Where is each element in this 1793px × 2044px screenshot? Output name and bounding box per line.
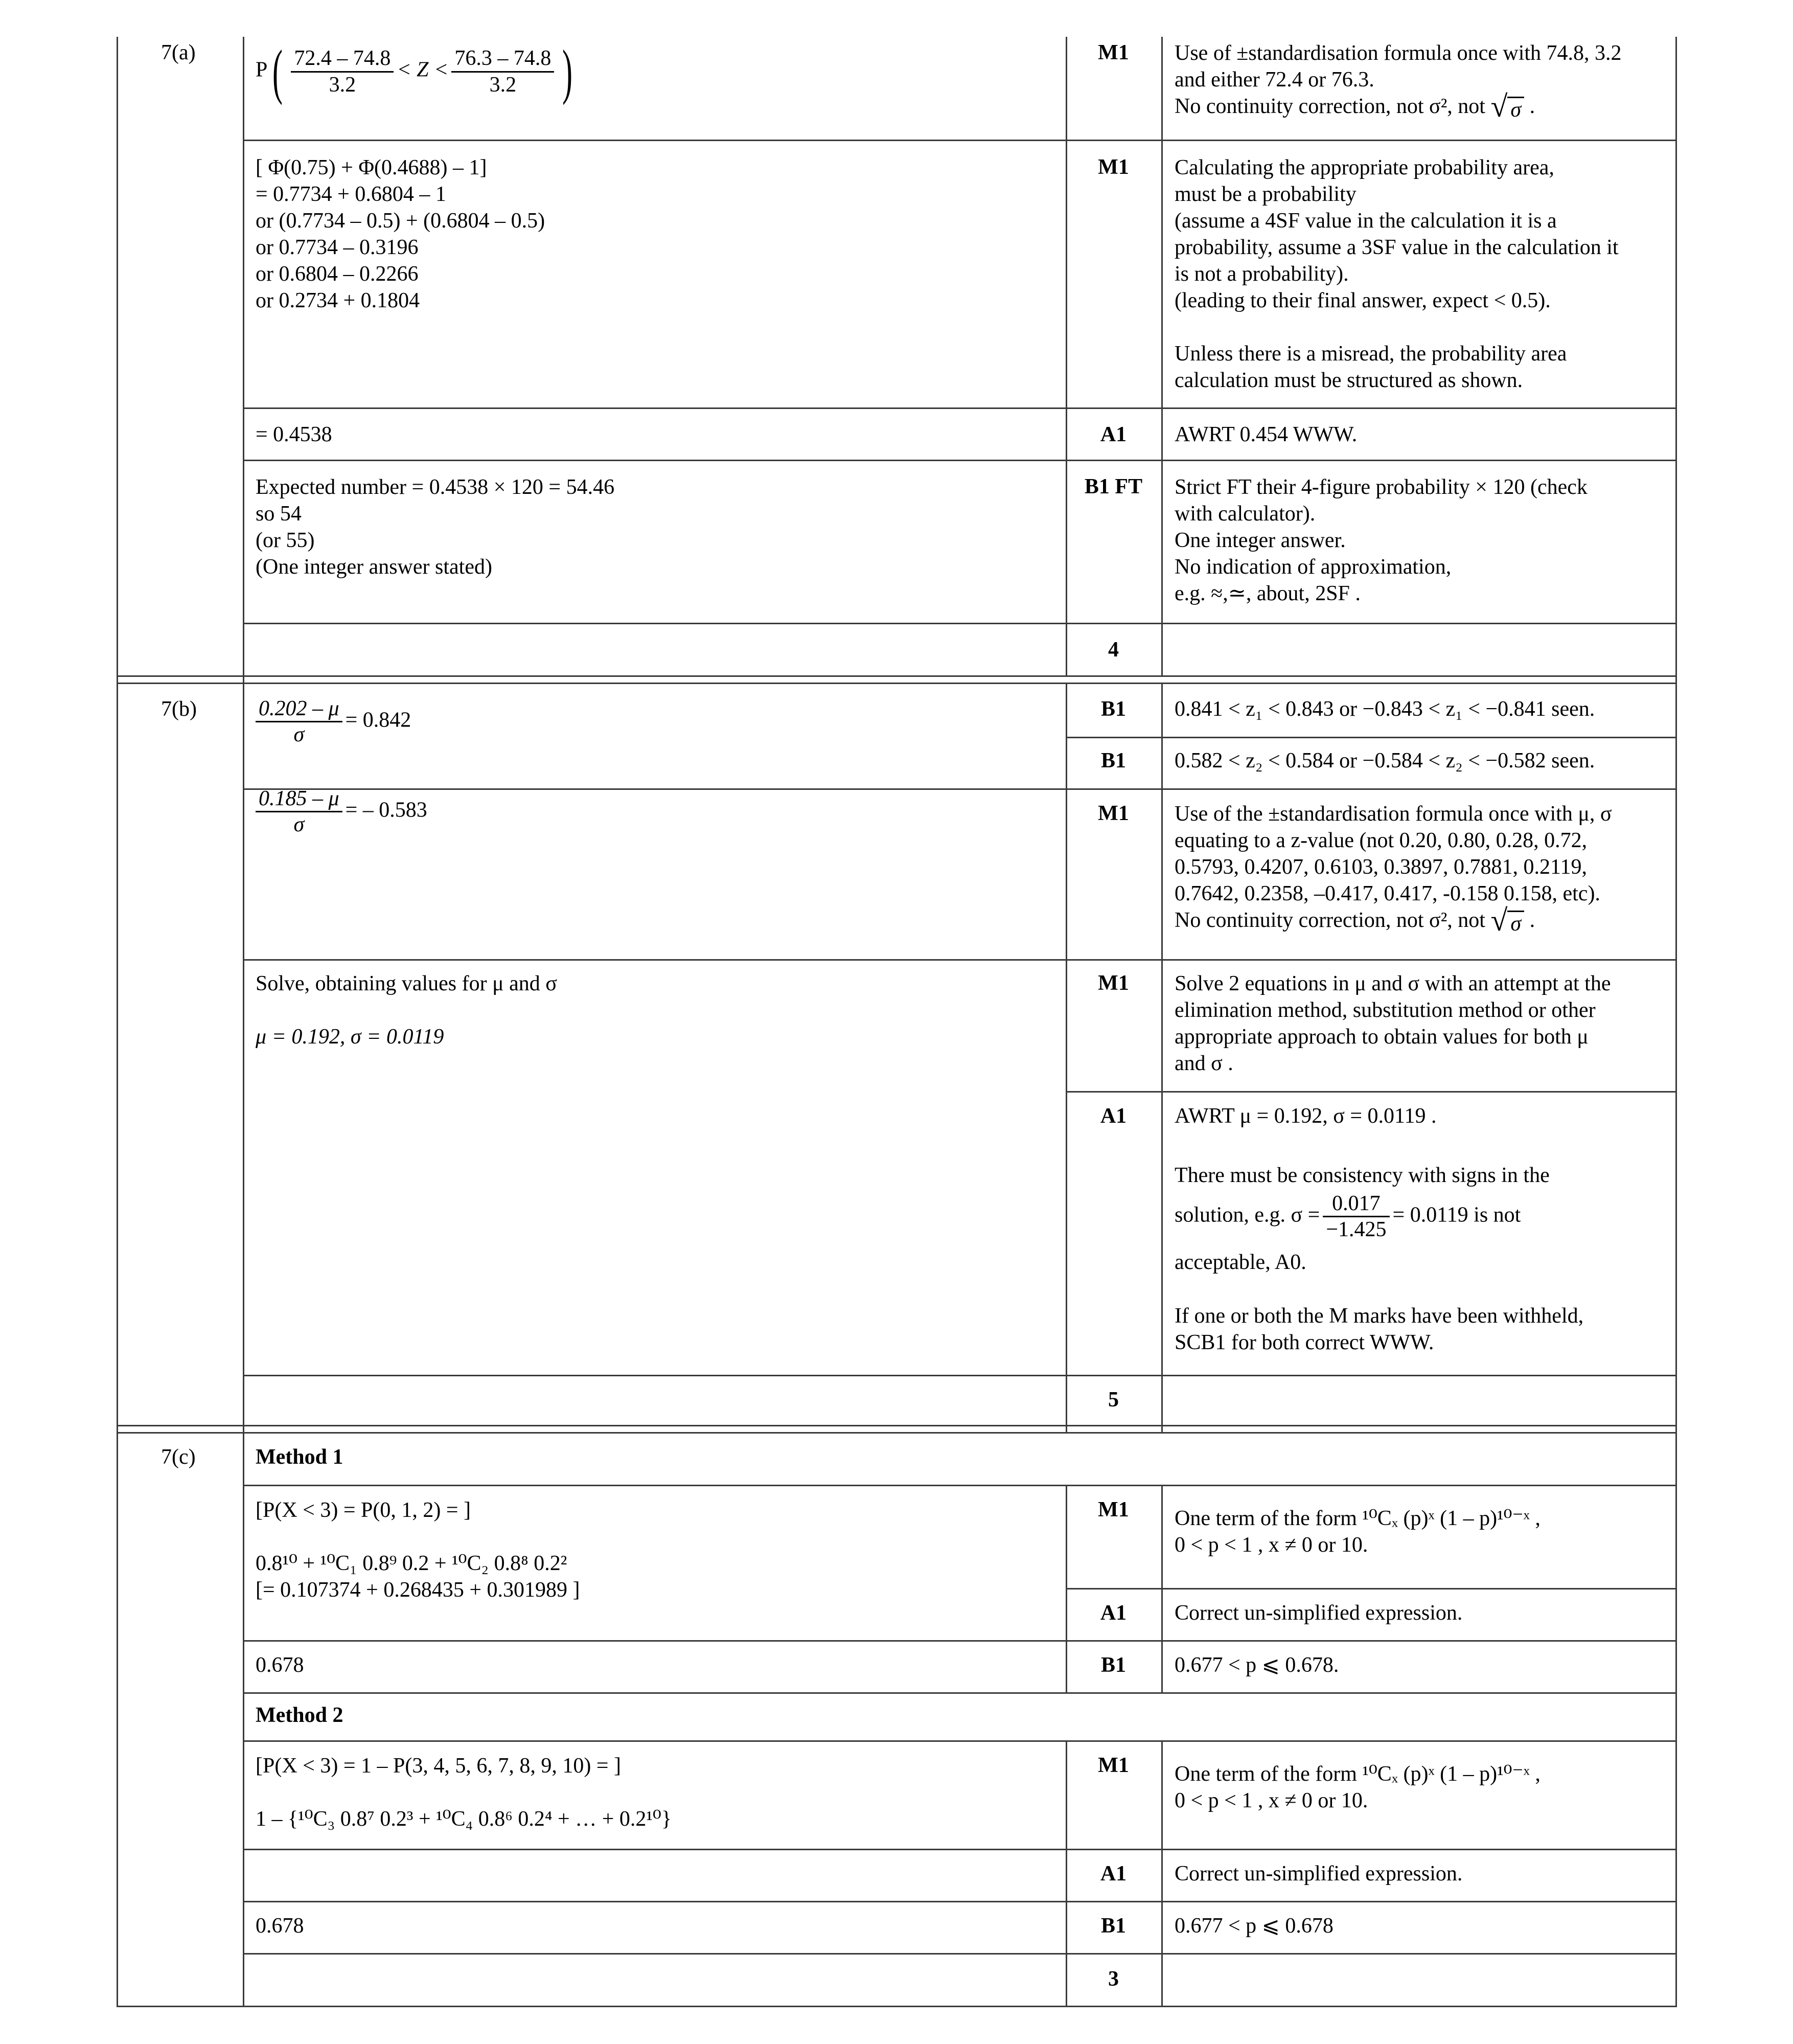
total-marks: 5 [1108, 1388, 1119, 1412]
guidance-text: Correct un-simplified expression. [1175, 1862, 1463, 1886]
method-1-working: [P(X < 3) = P(0, 1, 2) = ] 0.8¹⁰ + ¹⁰C₁ 0.8⁹ 0.2 + ¹⁰C₂ 0.8⁸ 0.2² [= 0.107374 + 0.268435 + 0.301989 ] [256, 1498, 580, 1602]
guidance-binomial-form: One term of the form ¹⁰Cₓ (p)ˣ (1 – p)¹⁰⁻ˣ , 0 < p < 1 , x ≠ 0 or 10. [1175, 1507, 1541, 1557]
total-marks: 3 [1108, 1967, 1119, 1991]
sqrt-sigma: √ σ [1490, 93, 1524, 123]
method-2-heading: Method 2 [256, 1704, 343, 1727]
method-2-working: [P(X < 3) = 1 – P(3, 4, 5, 6, 7, 8, 9, 10) = ] 1 – {¹⁰C₃ 0.8⁷ 0.2³ + ¹⁰C₄ 0.8⁶ 0.2⁴ + … + 0.2¹⁰} [256, 1754, 672, 1831]
guidance-text: Use of ±standardisation formula once with 74.8, 3.2 and either 72.4 or 76.3. No continuity correction, not σ², not √ σ . [1175, 41, 1622, 123]
guidance-text: 0.677 < p ⩽ 0.678 [1175, 1914, 1334, 1938]
mark-a1: A1 [1100, 423, 1127, 446]
guidance-text: acceptable, A0. [1175, 1251, 1306, 1274]
sqrt-sigma: √ σ [1490, 907, 1524, 937]
guidance-example: solution, e.g. σ = $\frac{0.017}{-1.425}$ = 0.0119 is not [1175, 1192, 1521, 1242]
mark-m1: M1 [1098, 802, 1129, 825]
mark-m1: M1 [1098, 971, 1129, 995]
guidance-special-case: If one or both the M marks have been withheld, SCB1 for both correct WWW. [1175, 1304, 1584, 1354]
guidance-text: 0.841 < z₁ < 0.843 or −0.843 < z₁ < −0.841 seen. [1175, 697, 1595, 721]
mark-a1: A1 [1100, 1601, 1127, 1625]
method-2-answer: 0.678 [256, 1914, 304, 1938]
mark-b1: B1 [1100, 697, 1126, 721]
guidance-awrt: AWRT μ = 0.192, σ = 0.0119 . [1175, 1104, 1437, 1128]
standardisation-expression: P( $\frac{72.4 - 74.8}{3.2}$ < Z < $\frac{76.3 - 74.8}{3.2}$ ) [256, 37, 573, 105]
solve-working: Solve, obtaining values for μ and σ μ = 0.192, σ = 0.0119 [256, 972, 557, 1049]
mark-a1: A1 [1100, 1104, 1127, 1128]
equation-1: $\frac{0.202 - \mu}{\sigma}$ = 0.842 [256, 696, 411, 747]
probability-answer: = 0.4538 [256, 423, 332, 446]
mark-b1: B1 [1100, 749, 1126, 773]
mark-b1: B1 [1100, 1914, 1126, 1938]
question-label-7c: 7(c) [161, 1445, 196, 1469]
question-label-7a: 7(a) [161, 41, 196, 64]
mark-b1: B1 [1100, 1653, 1126, 1677]
guidance-text: Correct un-simplified expression. [1175, 1601, 1463, 1625]
question-label-7b: 7(b) [161, 697, 197, 721]
probability-working: [ Φ(0.75) + Φ(0.4688) – 1] = 0.7734 + 0.6804 – 1 or (0.7734 – 0.5) + (0.6804 – 0.5) or 0.7734 – 0.3196 or 0.6804 – 0.2266 or 0.2734 + 0.1804 [256, 156, 545, 312]
equation-2: $\frac{0.185 - \mu}{\sigma}$ = – 0.583 [256, 786, 427, 837]
guidance-text: Calculating the appropriate probability area, must be a probability (assume a 4SF value in the calculation it is a probability, assume a 3SF value in the calculation it is not a probability). (leading to their final answer, expect < 0.5). Unless there is a misread, the probability area calculation must be structured as shown. [1175, 156, 1619, 392]
mark-m1: M1 [1098, 1498, 1129, 1521]
total-marks: 4 [1108, 638, 1119, 662]
guidance-text: Solve 2 equations in μ and σ with an attempt at the elimination method, substitution method or other appropriate approach to obtain values for both μ and σ . [1175, 972, 1611, 1075]
mark-m1: M1 [1098, 155, 1129, 179]
guidance-text: AWRT 0.454 WWW. [1175, 423, 1358, 446]
mark-b1-ft: B1 FT [1084, 475, 1143, 498]
guidance-text: 0.677 < p ⩽ 0.678. [1175, 1653, 1339, 1677]
guidance-text: 0.582 < z₂ < 0.584 or −0.584 < z₂ < −0.582 seen. [1175, 749, 1595, 773]
guidance-binomial-form: One term of the form ¹⁰Cₓ (p)ˣ (1 – p)¹⁰⁻ˣ , 0 < p < 1 , x ≠ 0 or 10. [1175, 1762, 1541, 1812]
guidance-text: Strict FT their 4-figure probability × 120 (check with calculator). One integer answer. No indication of approximation, e.g. ≈,≃, about, 2SF . [1175, 475, 1588, 605]
mark-m1: M1 [1098, 41, 1129, 64]
guidance-text: There must be consistency with signs in the [1175, 1164, 1550, 1187]
method-1-heading: Method 1 [256, 1445, 343, 1469]
expected-number-working: Expected number = 0.4538 × 120 = 54.46 so 54 (or 55) (One integer answer stated) [256, 475, 615, 579]
mark-m1: M1 [1098, 1754, 1129, 1777]
method-1-answer: 0.678 [256, 1653, 304, 1677]
guidance-text: Use of the ±standardisation formula once with μ, σ equating to a z-value (not 0.20, 0.80, 0.28, 0.72, 0.5793, 0.4207, 0.6103, 0.3897, 0.7881, 0.2119, 0.7642, 0.2358, –0.417, 0.417, -0.158 0.158, etc). No continuity correction, not σ², not √ σ . [1175, 802, 1612, 937]
mark-a1: A1 [1100, 1862, 1127, 1886]
